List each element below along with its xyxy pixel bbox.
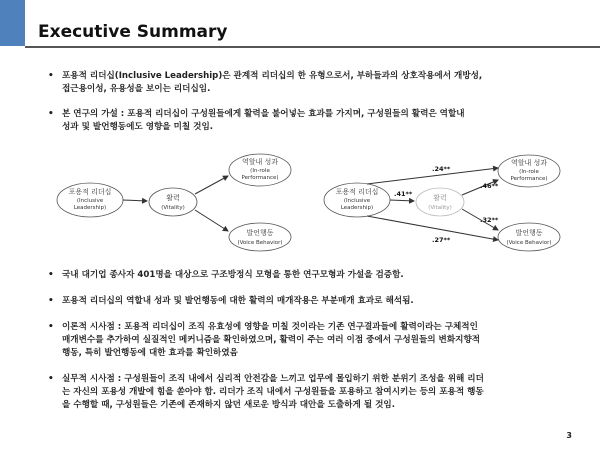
path-arrow	[195, 176, 228, 194]
title-divider	[25, 46, 600, 48]
intro-bullet-list	[48, 70, 568, 146]
bullet-icon: •	[48, 296, 54, 306]
inclusive-leadership-label: (Inclusive	[343, 198, 371, 204]
bullet-line: 본 연구의 가설 : 포용적 리더십이 구성원들에게 활력을 불어넣는 효과를 가지며, 구성원들의 활력은 역할내	[62, 109, 465, 119]
bullet-line: 포용적 리더십(Inclusive Leadership)은 관계적 리더십의 한 유형으로서, 부하들과의 상호작용에서 개방성,	[62, 71, 483, 81]
inrole-performance-label: (In-role	[250, 168, 270, 174]
slide-title: Executive Summary	[38, 22, 228, 42]
voice-behavior-node	[229, 223, 291, 251]
inrole-performance-label: Performance)	[241, 175, 279, 181]
bullet-item	[48, 295, 568, 308]
title-accent-block	[0, 0, 25, 46]
bullet-item	[48, 373, 568, 412]
vitality-label: 활력	[166, 194, 180, 202]
bullet-line: 실무적 시사점 : 구성원들이 조직 내에서 심리적 안전감을 느끼고 업무에 몰입하기 위한 분위기 조성을 위해 리더	[62, 374, 484, 384]
bullet-line: 접근용이성, 유용성을 보이는 리더십임.	[62, 84, 211, 94]
path-coefficient: .41**	[394, 190, 413, 198]
voice-behavior-label: (Voice Behavior)	[237, 240, 283, 246]
bullet-line: 매개변수를 추가하여 실질적인 메커니즘을 확인하였으며, 활력이 주는 여러 이점 중에서 구성원들의 변화지향적	[62, 335, 481, 345]
research-model-diagram	[55, 152, 305, 257]
bullet-line: 포용적 리더십의 역할내 성과 및 발언행동에 대한 활력의 매개작용은 부분매개 효과로 해석됨.	[62, 296, 414, 306]
path-coefficient: .46**	[480, 182, 499, 190]
path-arrow	[390, 200, 414, 201]
vitality-node	[149, 188, 197, 216]
bullet-line: 성과 및 발언행동에도 영향을 미칠 것임.	[62, 122, 214, 132]
sem-result-diagram	[322, 152, 567, 257]
bullet-line: 는 자신의 포용성 개발에 힘을 쏟아야 함. 리더가 조직 내에서 구성원들을 포용하고 참여시키는 등의 포용적 행동	[62, 387, 484, 397]
bullet-line: 이론적 시사점 : 포용적 리더십이 조직 유효성에 영향을 미칠 것이라는 기존 연구결과들에 활력이라는 구체적인	[62, 322, 478, 332]
bullet-line: 국내 대기업 종사자 401명을 대상으로 구조방정식 모형을 통한 연구모형과 가설을 검증함.	[62, 270, 404, 280]
inrole-performance-label: (In-role	[519, 169, 539, 175]
inrole-performance-label: 역할내 성과	[241, 158, 279, 166]
path-arrow	[123, 200, 147, 201]
inclusive-leadership-label: 포용적 리더십	[335, 188, 379, 196]
path-coefficient: .24**	[432, 165, 451, 173]
path-coefficient: .27**	[432, 236, 451, 244]
bullet-item	[48, 269, 568, 282]
bullet-item	[48, 108, 568, 134]
path-arrow	[195, 210, 228, 231]
vitality-label: 활력	[433, 194, 447, 202]
bullet-line: 행동, 특히 발언행동에 대한 효과를 확인하였음	[62, 348, 238, 358]
inclusive-leadership-label: 포용적 리더십	[68, 188, 112, 196]
bullet-icon: •	[48, 109, 54, 119]
inrole-performance-label: 역할내 성과	[510, 159, 548, 167]
bullet-line: 을 수행할 때, 구성원들은 기존에 존재하지 않던 새로운 방식과 대안을 도출하게 될 것임.	[62, 400, 395, 410]
inclusive-leadership-label: Leadership)	[340, 205, 374, 211]
vitality-node	[416, 188, 464, 216]
path-coefficient: .32**	[480, 216, 499, 224]
vitality-label: (Vitality)	[428, 205, 452, 211]
voice-behavior-label: 발언행동	[246, 229, 274, 237]
bullet-icon: •	[48, 71, 54, 81]
voice-behavior-label: (Voice Behavior)	[506, 240, 552, 246]
inrole-performance-label: Performance)	[510, 176, 548, 182]
bullet-icon: •	[48, 374, 54, 384]
page-number: 3	[566, 431, 572, 440]
bullet-icon: •	[48, 270, 54, 280]
bullet-item	[48, 70, 568, 96]
voice-behavior-node	[498, 223, 560, 251]
inclusive-leadership-label: (Inclusive	[76, 198, 104, 204]
vitality-label: (Vitality)	[161, 205, 185, 211]
bullet-icon: •	[48, 322, 54, 332]
bullet-item	[48, 321, 568, 360]
findings-bullet-list	[48, 269, 568, 425]
voice-behavior-label: 발언행동	[515, 229, 543, 237]
inclusive-leadership-label: Leadership)	[73, 205, 107, 211]
